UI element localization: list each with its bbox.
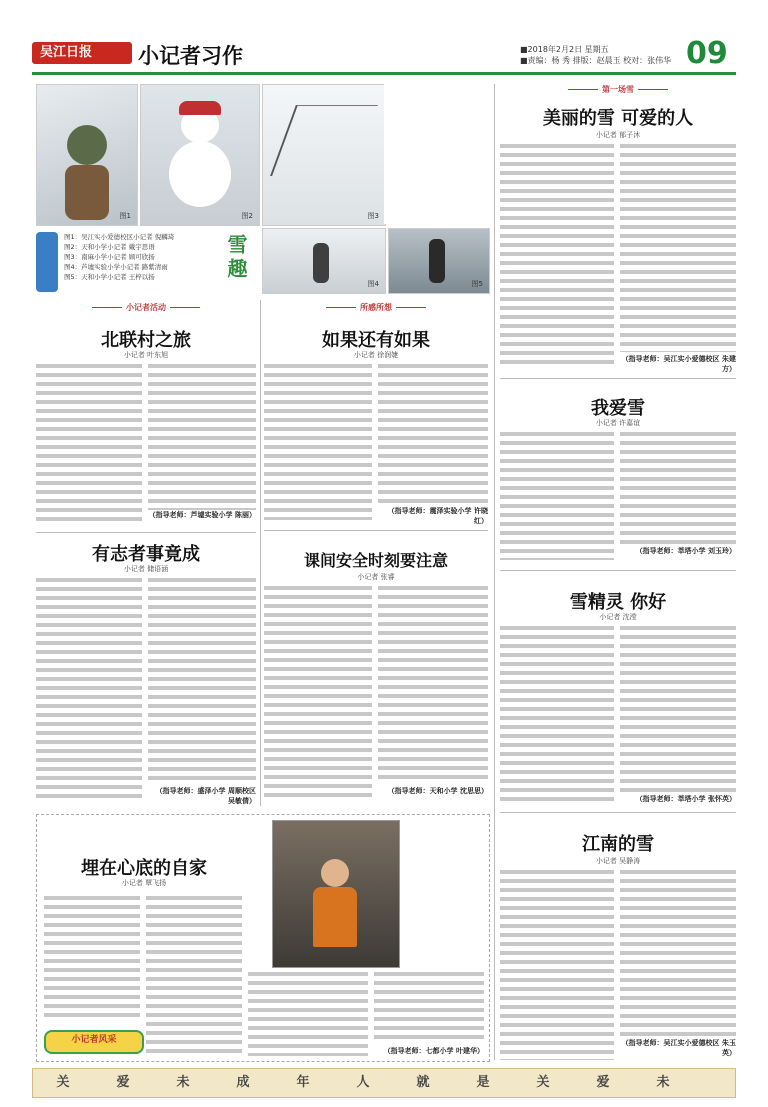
article-body-anquan-col2	[378, 586, 488, 784]
page-number: 09	[686, 36, 728, 71]
byline-maicang: 小记者 覃飞扬	[121, 879, 167, 887]
photo-credit: 图5：天和小学小记者 王梓以扬	[64, 273, 155, 281]
article-title-xuejingling: 雪精灵 你好	[569, 592, 667, 613]
divider	[500, 570, 736, 571]
teacher-anquan: （指导老师：天和小学 沈思思）	[387, 787, 488, 795]
article-title-maicang: 埋在心底的自家	[81, 858, 207, 879]
divider	[500, 378, 736, 379]
article-body-woai-col1	[500, 432, 614, 560]
byline-ruguo: 小记者 徐润婕	[353, 351, 399, 359]
article-body-anquan-col1	[264, 586, 372, 802]
article-body-xuejingling-col1	[500, 626, 614, 806]
photo-credit: 图3：南麻小学小记者 顾可欣扬	[64, 253, 155, 261]
photo-2-label: 图2	[241, 212, 253, 220]
article-body-maicang-col1	[44, 896, 140, 1020]
photo-1	[36, 84, 138, 226]
banner-char: 未	[176, 1075, 190, 1090]
xiaojizhe-badge: 小记者风采	[44, 1030, 144, 1054]
byline-anquan: 小记者 张睿	[357, 573, 395, 581]
teacher-jiangnan: （指导老师：吴江实小爱德校区 朱玉英）	[621, 1039, 736, 1057]
column-divider	[494, 84, 495, 1060]
photo-5-label: 图5	[471, 280, 483, 288]
article-body-xuejingling-col2	[620, 626, 736, 792]
photo-1-label: 图1	[119, 212, 131, 220]
divider	[264, 530, 488, 531]
banner-char: 关	[56, 1075, 70, 1090]
banner-char: 未	[656, 1075, 670, 1090]
article-title-ruguo: 如果还有如果	[322, 330, 430, 351]
byline-jiangnan: 小记者 吴静涛	[595, 857, 641, 865]
article-title-meili: 美丽的雪 可爱的人	[542, 108, 694, 129]
article-body-maicang-col4	[374, 972, 484, 1044]
thoughts-section-label	[264, 302, 488, 313]
photo-5	[388, 228, 490, 294]
activity-section-label-text: 小记者活动	[126, 303, 166, 312]
banner-char: 是	[476, 1075, 490, 1090]
article-body-meili-col2	[620, 144, 736, 352]
article-body-beilian-col1	[36, 364, 142, 524]
byline-youzhi: 小记者 储语涵	[123, 565, 169, 573]
article-body-maicang-col2	[146, 896, 242, 1056]
photo-2	[140, 84, 260, 226]
article-body-meili-col1	[500, 144, 614, 366]
banner-char: 关	[536, 1075, 550, 1090]
photo-credit: 图2：天和小学小记者 戴宇思语	[64, 243, 155, 251]
xuequ-title: 雪趣	[224, 234, 248, 282]
byline-woai: 小记者 许嘉谊	[595, 419, 641, 427]
photo-credit: 图4：芦墟实验小学小记者 路紫清雨	[64, 263, 168, 271]
article-title-jiangnan: 江南的雪	[582, 834, 654, 855]
article-title-youzhi: 有志者事竟成	[92, 544, 200, 565]
photo-credits	[64, 232, 214, 282]
byline-meili: 小记者 郁子沐	[595, 131, 641, 139]
scene-section-label-text: 第一场雪	[602, 85, 634, 94]
article-body-beilian-col2	[148, 364, 256, 510]
snowflake-decoration-icon	[36, 232, 58, 292]
banner-char: 人	[356, 1075, 370, 1090]
photo-3-label: 图3	[367, 212, 379, 220]
article-body-woai-col2	[620, 432, 736, 544]
teacher-youzhi: （指导老师：盛泽小学 周顺校区 吴敏倩）	[155, 787, 256, 805]
teacher-xuejingling: （指导老师：莘塔小学 张怀英）	[635, 795, 736, 803]
banner-char: 就	[416, 1075, 430, 1090]
teacher-beilian: （指导老师：芦墟实验小学 陈丽）	[148, 511, 256, 519]
article-body-maicang-col3	[248, 972, 368, 1056]
teacher-ruguo: （指导老师：震泽实验小学 许晓红）	[387, 507, 488, 525]
article-body-ruguo-col2	[378, 364, 488, 504]
article-body-ruguo-col1	[264, 364, 372, 520]
activity-section-label	[36, 302, 256, 313]
banner-char: 成	[236, 1075, 250, 1090]
article-body-youzhi-col2	[148, 578, 256, 784]
teacher-maicang: （指导老师：七都小学 叶建华）	[383, 1047, 484, 1055]
issue-date: ■2018年2月2日 星期五	[520, 45, 609, 54]
article-title-beilian: 北联村之旅	[101, 330, 191, 351]
article-title-woai: 我爱雪	[591, 398, 645, 419]
issue-editors: ■责编：杨 秀 排版：赵晨玉 校对：张伟华	[520, 56, 672, 65]
article-title-anquan: 课间安全时刻要注意	[303, 551, 448, 570]
article-body-jiangnan-col1	[500, 870, 614, 1060]
header-rule	[32, 72, 736, 75]
byline-beilian: 小记者 叶东旭	[123, 351, 169, 359]
section-title: 小记者习作	[138, 43, 243, 68]
issue-meta	[520, 44, 671, 66]
teacher-woai: （指导老师：莘塔小学 刘玉玲）	[635, 547, 736, 555]
divider	[500, 812, 736, 813]
photo-blank	[384, 84, 488, 224]
divider	[36, 532, 256, 533]
banner-char: 爱	[596, 1075, 610, 1090]
newspaper-logo: 吴江日报	[32, 42, 132, 64]
footer-banner	[32, 1068, 736, 1098]
photo-section	[36, 84, 488, 294]
banner-char: 年	[296, 1075, 310, 1090]
photo-4	[262, 228, 386, 294]
article-body-youzhi-col1	[36, 578, 142, 802]
thoughts-section-label-text: 所感所想	[360, 303, 392, 312]
photo-3	[262, 84, 386, 226]
banner-char: 爱	[116, 1075, 130, 1090]
teacher-meili: （指导老师：吴江实小爱德校区 朱建方）	[621, 355, 736, 373]
byline-xuejingling: 小记者 沈滢	[599, 613, 637, 621]
photo-credit: 图1：吴江实小爱德校区小记者 倪麟琦	[64, 233, 175, 241]
reporter-photo	[272, 820, 400, 968]
column-divider	[260, 300, 261, 806]
photo-4-label: 图4	[367, 280, 379, 288]
article-body-jiangnan-col2	[620, 870, 736, 1036]
scene-section-label	[500, 84, 736, 95]
